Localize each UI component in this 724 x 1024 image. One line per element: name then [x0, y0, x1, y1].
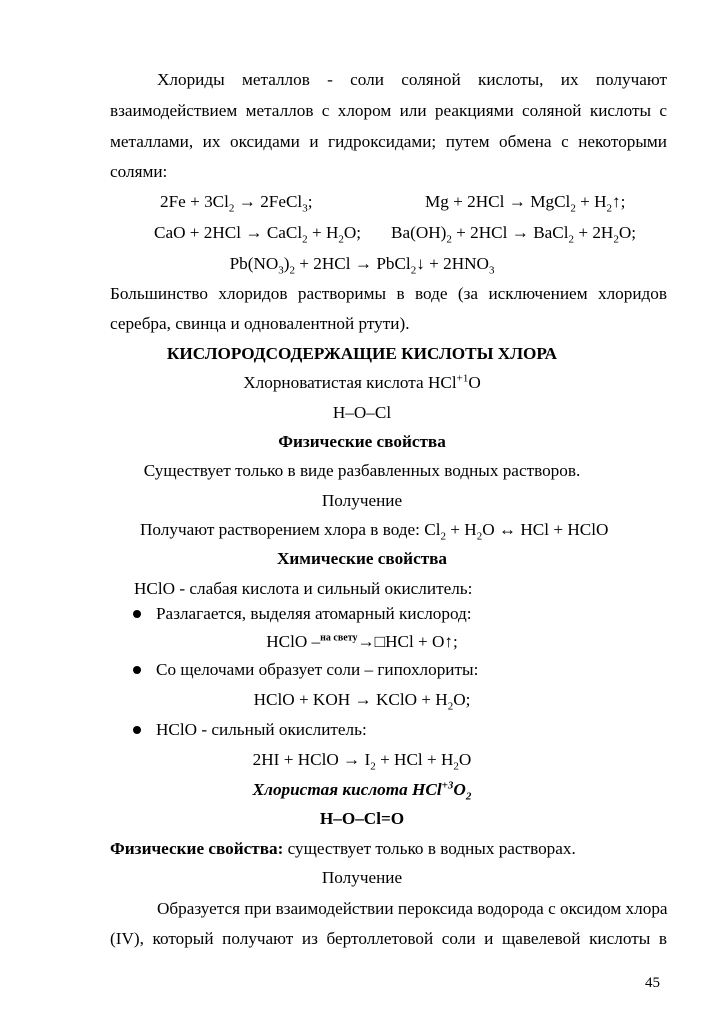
prep-equation: Получают растворением хлора в воде: $Cl_2 + H_2O$ ↔ HCl + HClO [140, 520, 609, 543]
hypochlorous-title: Хлорноватистая кислота HCl$^{+1}$O [243, 372, 481, 392]
chlorous-structure: H–O–Cl=O [319, 809, 405, 828]
paragraph-line: металлами, их оксидами и гидроксидами; путем обмена с некоторыми [110, 132, 667, 151]
equation-pb: $Pb(NO_3)_2 + 2HCl$ → PbCl$_2$↓ + $2HNO_3$ [229, 254, 495, 277]
prep2-line: (IV), который получают из бертоллетовой соли и щавелевой кислоты в [110, 929, 667, 948]
page-number: 45 [645, 975, 660, 991]
chlorous-title: Хлористая кислота $HCl^{+3}O_2$ [252, 779, 472, 803]
solubility-line: Большинство хлоридов растворимы в воде (за исключением хлоридов [110, 284, 667, 303]
paragraph-line: взаимодействием металлов с хлором или реакциями соляной кислоты с [110, 101, 667, 120]
chem-heading: Химические свойства [276, 549, 448, 568]
prep2-line: Образуется при взаимодействии пероксида водорода с оксидом хлора [157, 899, 668, 918]
bullet-icon [133, 610, 141, 618]
phys2-line: Физические свойства: существует только в водных растворах. [110, 839, 576, 858]
bullet-text: Разлагается, выделяя атомарный кислород: [156, 604, 472, 623]
phys-heading: Физические свойства [278, 432, 446, 451]
solubility-line: серебра, свинца и одновалентной ртути). [110, 314, 410, 333]
paragraph-line: Хлориды металлов - соли соляной кислоты, их получают [157, 70, 667, 89]
paragraph-line: солями: [110, 162, 168, 181]
hi-equation: 2HI + HClO → $I_2$ + HCl + $H_2O$ [252, 750, 472, 773]
section-heading: КИСЛОРОДСОДЕРЖАЩИЕ КИСЛОТЫ ХЛОРА [166, 344, 558, 363]
equation-cao: CaO + 2HCl → CaCl$_2$ + $H_2O$; [154, 223, 362, 246]
equation-fe: $2Fe + 3Cl_2$ → 2FeCl$_3$; [160, 192, 313, 215]
chem-intro: HClO - слабая кислота и сильный окислитель: [134, 579, 473, 598]
hypochlorous-structure: H–O–Cl [332, 403, 392, 422]
decomposition-equation: HClO –$^{на свету}$→□HCl + O↑; [266, 632, 458, 651]
phys-text: Существует только в виде разбавленных водных растворов. [143, 461, 581, 480]
equation-baoh: $Ba(OH)_2 + 2HCl$ → BaCl$_2$ + $2H_2O$; [391, 223, 637, 246]
bullet-icon [133, 666, 141, 674]
prep-heading: Получение [321, 491, 403, 510]
prep2-heading: Получение [321, 868, 403, 887]
bullet-text: HClO - сильный окислитель: [156, 720, 367, 739]
bullet-icon [133, 726, 141, 734]
equation-mg: Mg + 2HCl → MgCl$_2$ + $H_2↑$; [425, 192, 626, 215]
koh-equation: HClO + KOH → KClO + $H_2O$; [253, 690, 471, 713]
bullet-text: Со щелочами образует соли – гипохлориты: [156, 660, 479, 679]
